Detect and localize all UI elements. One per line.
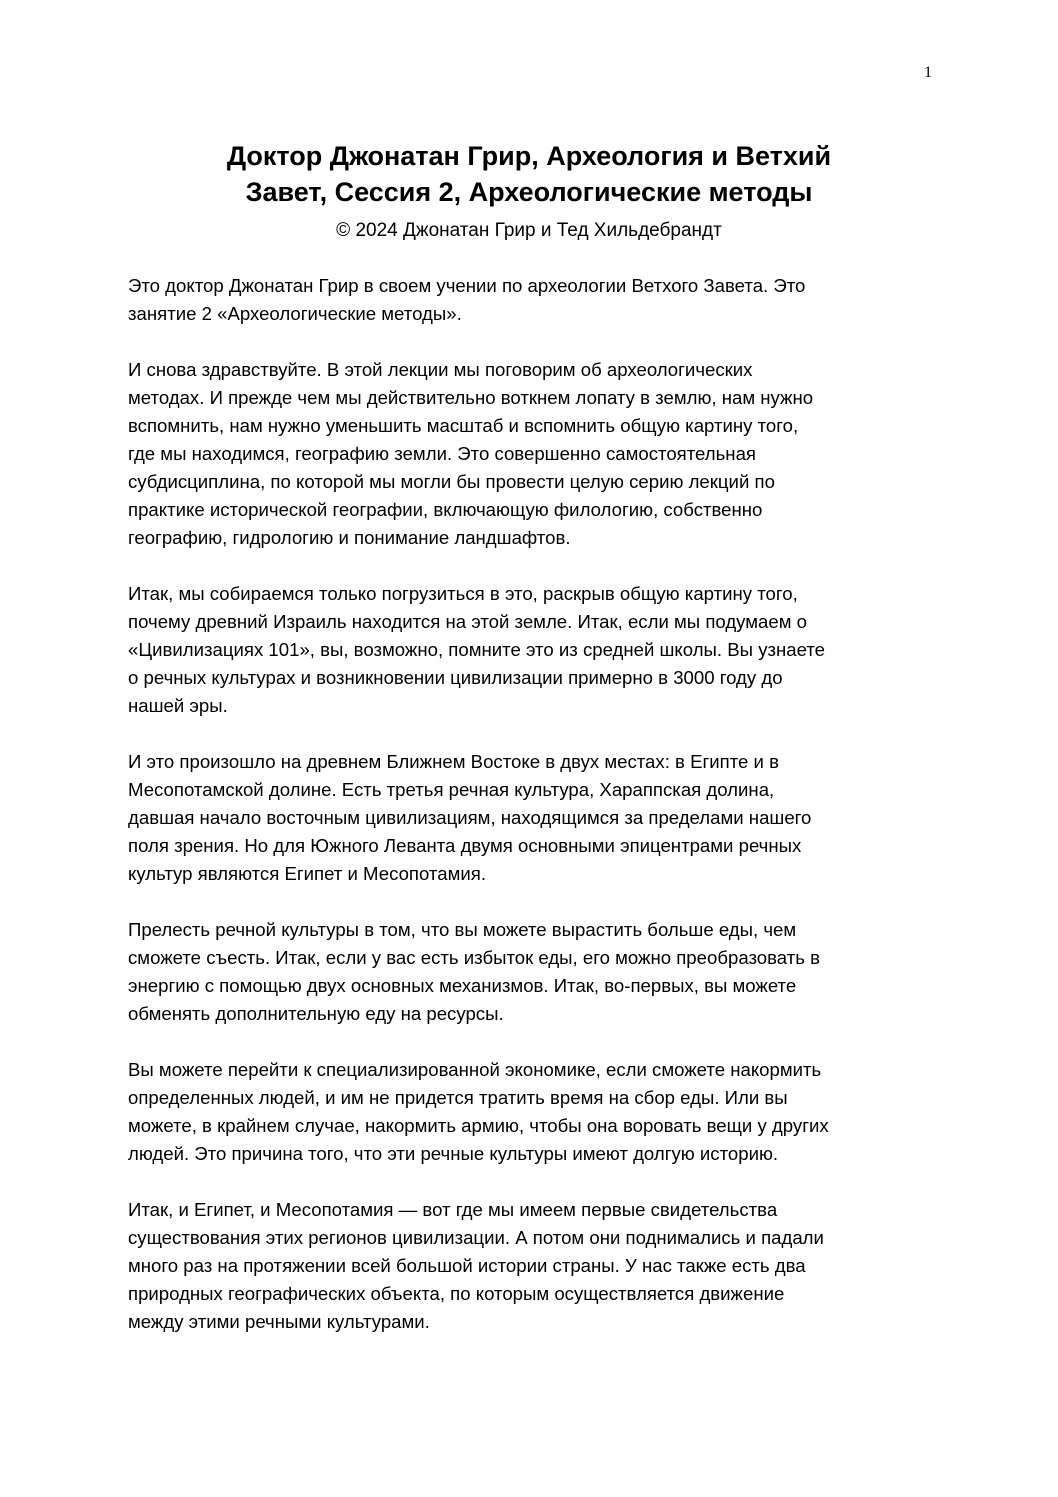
document-body [128,272,948,1364]
text-line: существования этих регионов цивилизации. А потом они поднимались и падали [128,1227,824,1248]
text-line: географию, гидрологию и понимание ландшафтов. [128,527,571,548]
paragraph [128,916,948,1028]
page-number: 1 [924,64,932,81]
text-line: практике исторической географии, включающую филологию, собственно [128,499,763,520]
text-line: Вы можете перейти к специализированной экономике, если сможете накормить [128,1059,822,1080]
text-line: энергию с помощью двух основных механизмов. Итак, во-первых, вы можете [128,975,797,996]
paragraph [128,1196,948,1336]
text-line: культур являются Египет и Месопотамия. [128,863,486,884]
text-line: И это произошло на древнем Ближнем Востоке в двух местах: в Египте и в [128,751,779,772]
text-line: субдисциплина, по которой мы могли бы провести целую серию лекций по [128,471,775,492]
text-line: сможете съесть. Итак, если у вас есть избыток еды, его можно преобразовать в [128,947,820,968]
document-title [0,138,1058,210]
text-line: обменять дополнительную еду на ресурсы. [128,1003,504,1024]
paragraph [128,748,948,888]
title-line: Доктор Джонатан Грир, Археология и Ветхий [226,141,832,171]
copyright-line: © 2024 Джонатан Грир и Тед Хильдебрандт [336,220,722,241]
text-line: можете, в крайнем случае, накормить армию, чтобы она воровать вещи у других [128,1115,829,1136]
text-line: Итак, и Египет, и Месопотамия — вот где мы имеем первые свидетельства [128,1199,778,1220]
text-line: между этими речными культурами. [128,1311,430,1332]
text-line: людей. Это причина того, что эти речные культуры имеют долгую историю. [128,1143,779,1164]
text-line: поля зрения. Но для Южного Леванта двумя основными эпицентрами речных [128,835,802,856]
text-line: почему древний Израиль находится на этой земле. Итак, если мы подумаем о [128,611,808,632]
text-line: нашей эры. [128,695,228,716]
paragraph [128,272,948,328]
text-line: методах. И прежде чем мы действительно воткнем лопату в землю, нам нужно [128,387,814,408]
text-line: вспомнить, нам нужно уменьшить масштаб и вспомнить общую картину того, [128,415,799,436]
text-line: давшая начало восточным цивилизациям, находящимся за пределами нашего [128,807,812,828]
paragraph [128,1056,948,1168]
text-line: о речных культурах и возникновении цивилизации примерно в 3000 году до [128,667,783,688]
text-line: Прелесть речной культуры в том, что вы можете вырастить больше еды, чем [128,919,797,940]
title-line: Завет, Сессия 2, Археологические методы [245,177,813,207]
text-line: Месопотамской долине. Есть третья речная культура, Хараппская долина, [128,779,775,800]
text-line: природных географических объекта, по которым осуществляется движение [128,1283,785,1304]
text-line: И снова здравствуйте. В этой лекции мы поговорим об археологических [128,359,753,380]
text-line: Итак, мы собираемся только погрузиться в это, раскрыв общую картину того, [128,583,798,604]
text-line: определенных людей, и им не придется тратить время на сбор еды. Или вы [128,1087,788,1108]
text-line: занятие 2 «Археологические методы». [128,303,462,324]
text-line: много раз на протяжении всей большой истории страны. У нас также есть два [128,1255,806,1276]
text-line: «Цивилизациях 101», вы, возможно, помните это из средней школы. Вы узнаете [128,639,825,660]
paragraph [128,580,948,720]
text-line: где мы находимся, географию земли. Это совершенно самостоятельная [128,443,756,464]
paragraph [128,356,948,552]
text-line: Это доктор Джонатан Грир в своем учении по археологии Ветхого Завета. Это [128,275,806,296]
